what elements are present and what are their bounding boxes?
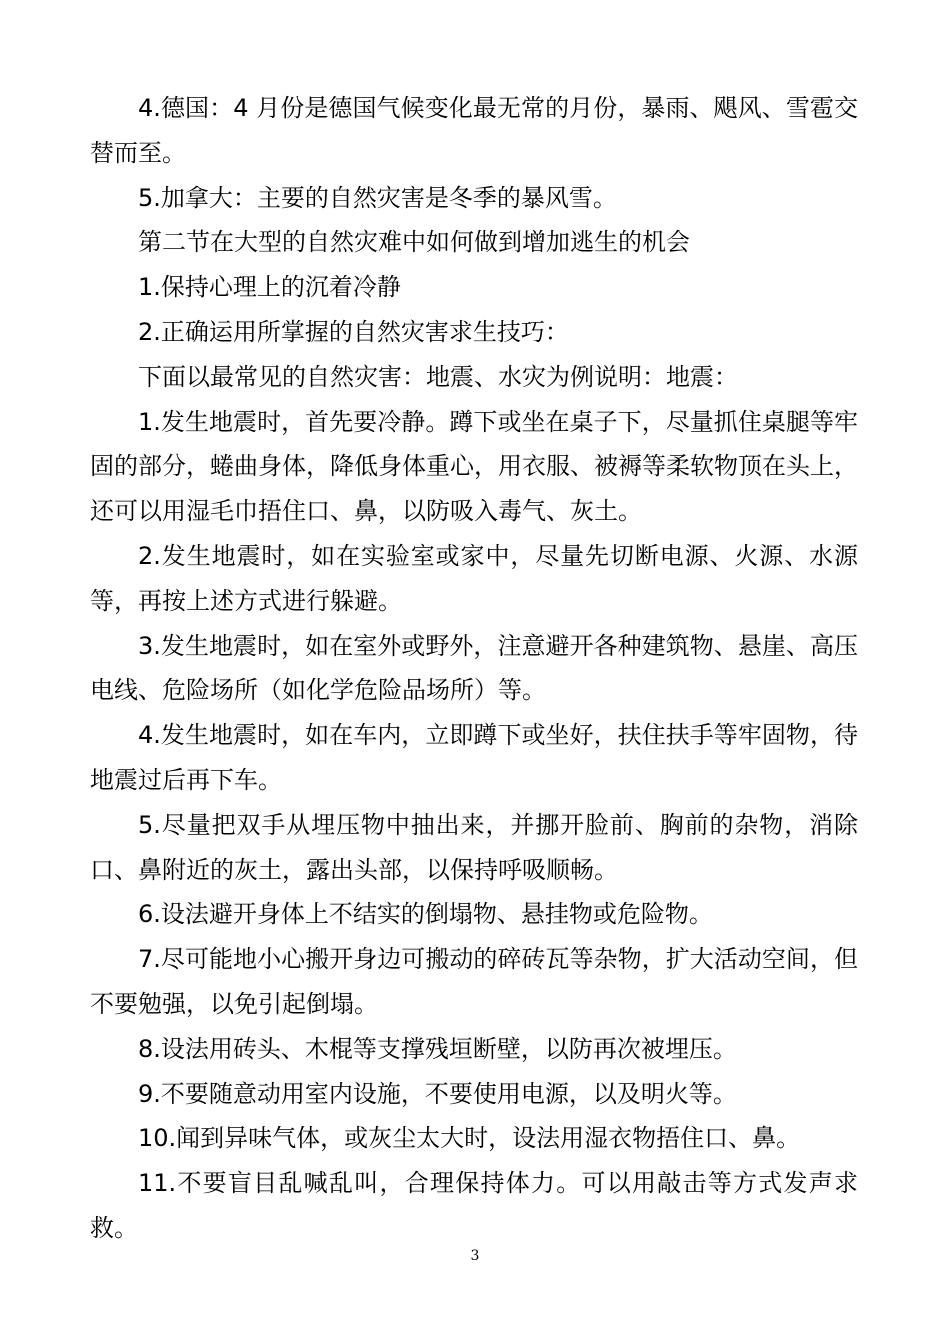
paragraph-germany: 4.德国：4 月份是德国气候变化最无常的月份，暴雨、飓风、雪雹交替而至。 [90,94,858,167]
paragraph-quake-item-7: 7.尽可能地小心搬开身边可搬动的碎砖瓦等杂物，扩大活动空间，但不要勉强，以免引起倒塌。 [90,945,858,1018]
page-number: 3 [470,1248,480,1264]
paragraph-quake-item-2: 2.发生地震时，如在实验室或家中，尽量先切断电源、火源、水源等，再按上述方式进行躲避。 [90,541,858,615]
paragraph-intro-earthquake: 下面以最常见的自然灾害：地震、水灾为例说明：地震： [138,362,738,391]
paragraph-survival-skills: 2.正确运用所掌握的自然灾害求生技巧： [138,317,569,346]
paragraph-quake-item-4: 4.发生地震时，如在车内，立即蹲下或坐好，扶住扶手等牢固物，待地震过后再下车。 [90,721,858,794]
paragraph-quake-item-8: 8.设法用砖头、木棍等支撑残垣断壁，以防再次被埋压。 [138,1034,737,1063]
paragraph-quake-item-1: 1.发生地震时，首先要冷静。蹲下或坐在桌子下，尽量抓住桌腿等牢固的部分，蜷曲身体，降低身体重心，用衣服、被褥等柔软物顶在头上，还可以用湿毛巾捂住口、鼻，以防吸入毒气、灰土。 [90,407,858,526]
document-body [90,86,858,1251]
paragraph-quake-item-10: 10.闻到异味气体，或灰尘太大时，设法用湿衣物捂住口、鼻。 [138,1124,801,1153]
paragraph-quake-item-5: 5.尽量把双手从埋压物中抽出来，并挪开脸前、胸前的杂物，消除口、鼻附近的灰土，露出头部，以保持呼吸顺畅。 [90,810,858,884]
paragraph-quake-item-6: 6.设法避开身体上不结实的倒塌物、悬挂物或危险物。 [138,900,713,929]
paragraph-stay-calm: 1.保持心理上的沉着冷静 [138,273,401,302]
paragraph-quake-item-3: 3.发生地震时，如在室外或野外，注意避开各种建筑物、悬崖、高压电线、危险场所（如化学危险品场所）等。 [90,631,858,705]
paragraph-quake-item-9: 9.不要随意动用室内设施，不要使用电源，以及明火等。 [138,1079,737,1108]
section-heading: 第二节在大型的自然灾难中如何做到增加逃生的机会 [138,228,690,257]
paragraph-canada: 5.加拿大：主要的自然灾害是冬季的暴风雪。 [138,183,617,212]
paragraph-quake-item-11: 11.不要盲目乱喊乱叫，合理保持体力。可以用敲击等方式发声求救。 [90,1169,858,1242]
